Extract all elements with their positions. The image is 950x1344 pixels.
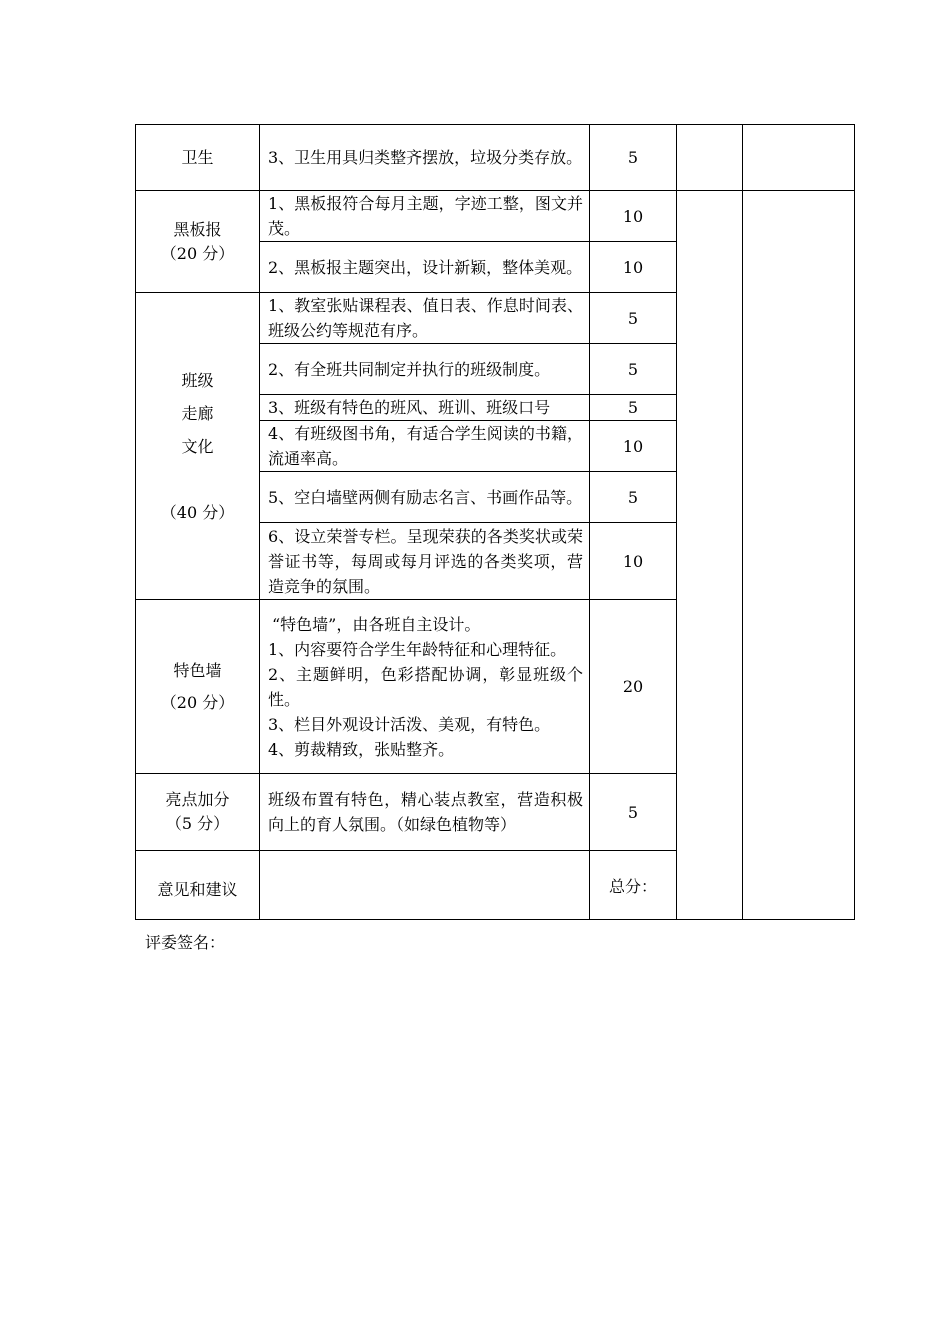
score-cell: 10	[590, 242, 677, 293]
criteria-cell: 5、空白墙壁两侧有励志名言、书画作品等。	[260, 472, 590, 523]
category-cell-blackboard: 黑板报 （20 分）	[136, 191, 260, 293]
comments-cell	[260, 851, 590, 920]
score-cell: 20	[590, 600, 677, 774]
criteria-cell: 2、黑板报主题突出，设计新颖，整体美观。	[260, 242, 590, 293]
score-cell: 10	[590, 421, 677, 472]
criteria-cell: 1、黑板报符合每月主题，字迹工整，图文并茂。	[260, 191, 590, 242]
criteria-cell: “特色墙”，由各班自主设计。 1、内容要符合学生年龄特征和心理特征。 2、主题鲜明，色彩搭配协调，彰显班级个性。 3、栏目外观设计活泼、美观，有特色。 4、剪裁精致，张贴整齐。	[260, 600, 590, 774]
criteria-cell: 6、设立荣誉专栏。呈现荣获的各类奖状或荣誉证书等，每周或每月评选的各类奖项，营造竞争的氛围。	[260, 523, 590, 600]
score-cell: 5	[590, 774, 677, 851]
criteria-cell: 4、有班级图书角，有适合学生阅读的书籍，流通率高。	[260, 421, 590, 472]
score-cell: 5	[590, 395, 677, 421]
criteria-cell: 班级布置有特色，精心装点教室，营造积极向上的育人氛围。（如绿色植物等）	[260, 774, 590, 851]
category-cell-hygiene: 卫生	[136, 125, 260, 191]
category-cell-bonus: 亮点加分 （5 分）	[136, 774, 260, 851]
category-cell-class-culture: 班级 走廊 文化 （40 分）	[136, 293, 260, 600]
table-row	[136, 125, 855, 191]
criteria-cell: 3、卫生用具归类整齐摆放，垃圾分类存放。	[260, 125, 590, 191]
notes-cell	[743, 125, 855, 191]
score-cell: 5	[590, 125, 677, 191]
score-cell: 10	[590, 191, 677, 242]
score-cell: 5	[590, 472, 677, 523]
criteria-cell: 1、教室张贴课程表、值日表、作息时间表、班级公约等规范有序。	[260, 293, 590, 344]
score-cell: 5	[590, 344, 677, 395]
criteria-cell: 3、班级有特色的班风、班训、班级口号	[260, 395, 590, 421]
judge-signature-label: 评委签名：	[145, 933, 226, 952]
criteria-cell: 2、有全班共同制定并执行的班级制度。	[260, 344, 590, 395]
notes-cell	[743, 191, 855, 920]
table-row	[136, 191, 855, 242]
total-label-cell: 总分：	[590, 851, 677, 920]
evaluation-table	[135, 124, 855, 920]
rating-cell	[677, 125, 743, 191]
comments-label-cell: 意见和建议	[136, 851, 260, 920]
category-cell-feature-wall: 特色墙 （20 分）	[136, 600, 260, 774]
score-cell: 10	[590, 523, 677, 600]
score-cell: 5	[590, 293, 677, 344]
rating-cell	[677, 191, 743, 920]
